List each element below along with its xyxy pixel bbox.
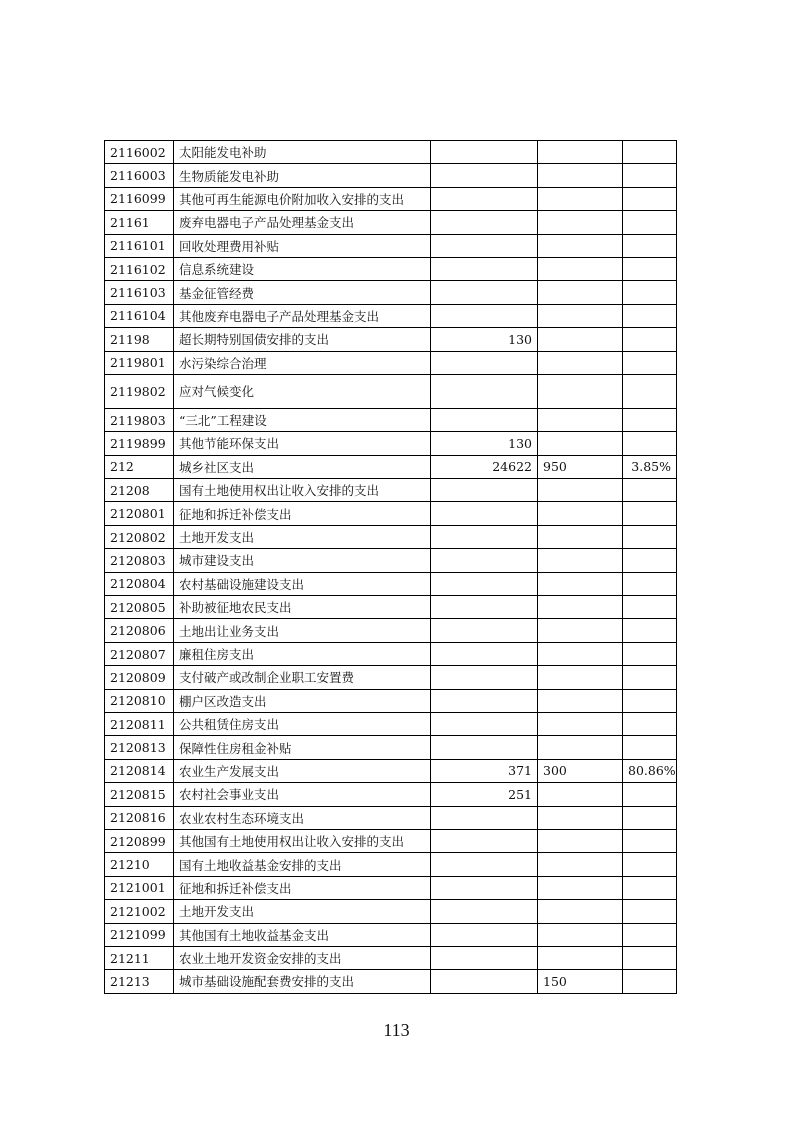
amount-cell-2 — [538, 549, 623, 572]
amount-cell — [431, 806, 538, 829]
account-name-cell: 国有土地收益基金安排的支出 — [174, 853, 431, 876]
table-row — [105, 619, 677, 642]
table-row — [105, 351, 677, 374]
account-name-cell: “三北”工程建设 — [174, 408, 431, 431]
account-code-cell: 21198 — [105, 328, 174, 351]
account-code-cell: 2120814 — [105, 759, 174, 782]
percent-cell — [623, 876, 677, 899]
account-name-cell: 农业农村生态环境支出 — [174, 806, 431, 829]
amount-cell-2 — [538, 572, 623, 595]
amount-cell-2 — [538, 829, 623, 852]
table-row — [105, 596, 677, 619]
amount-cell-2 — [538, 141, 623, 164]
account-name-cell: 支付破产或改制企业职工安置费 — [174, 666, 431, 689]
table-row — [105, 304, 677, 327]
account-name-cell: 土地开发支出 — [174, 525, 431, 548]
amount-cell-2 — [538, 736, 623, 759]
account-name-cell: 棚户区改造支出 — [174, 689, 431, 712]
percent-cell — [623, 666, 677, 689]
amount-cell — [431, 211, 538, 234]
budget-table — [104, 140, 677, 994]
amount-cell — [431, 619, 538, 642]
account-name-cell: 信息系统建设 — [174, 257, 431, 280]
amount-cell-2 — [538, 234, 623, 257]
amount-cell-2 — [538, 596, 623, 619]
table-row — [105, 666, 677, 689]
percent-cell — [623, 783, 677, 806]
table-row — [105, 141, 677, 164]
percent-cell — [623, 689, 677, 712]
table-row — [105, 806, 677, 829]
account-code-cell: 2120804 — [105, 572, 174, 595]
percent-cell — [623, 549, 677, 572]
account-name-cell: 其他国有土地使用权出让收入安排的支出 — [174, 829, 431, 852]
account-code-cell: 2119801 — [105, 351, 174, 374]
amount-cell-2 — [538, 853, 623, 876]
table-row — [105, 234, 677, 257]
account-code-cell: 2120815 — [105, 783, 174, 806]
account-name-cell: 其他节能环保支出 — [174, 432, 431, 455]
amount-cell-2 — [538, 806, 623, 829]
account-name-cell: 征地和拆迁补偿支出 — [174, 876, 431, 899]
account-code-cell: 2120899 — [105, 829, 174, 852]
percent-cell — [623, 408, 677, 431]
account-code-cell: 2120811 — [105, 712, 174, 735]
percent-cell — [623, 923, 677, 946]
amount-cell-2 — [538, 783, 623, 806]
account-name-cell: 补助被征地农民支出 — [174, 596, 431, 619]
percent-cell — [623, 211, 677, 234]
table-row — [105, 712, 677, 735]
amount-cell — [431, 900, 538, 923]
table-row — [105, 759, 677, 782]
percent-cell — [623, 281, 677, 304]
account-name-cell: 国有土地使用权出让收入安排的支出 — [174, 479, 431, 502]
account-code-cell: 2121002 — [105, 900, 174, 923]
account-name-cell: 水污染综合治理 — [174, 351, 431, 374]
account-code-cell: 2116002 — [105, 141, 174, 164]
percent-cell — [623, 712, 677, 735]
amount-cell — [431, 164, 538, 187]
account-code-cell: 2119899 — [105, 432, 174, 455]
account-code-cell: 2116104 — [105, 304, 174, 327]
percent-cell — [623, 596, 677, 619]
account-code-cell: 21208 — [105, 479, 174, 502]
percent-cell — [623, 479, 677, 502]
table-row — [105, 374, 677, 408]
percent-cell — [623, 141, 677, 164]
percent-cell — [623, 502, 677, 525]
account-code-cell: 2120807 — [105, 642, 174, 665]
percent-cell — [623, 970, 677, 993]
account-name-cell: 太阳能发电补助 — [174, 141, 431, 164]
amount-cell — [431, 257, 538, 280]
budget-table-body — [105, 141, 677, 994]
amount-cell: 24622 — [431, 455, 538, 478]
account-name-cell: 廉租住房支出 — [174, 642, 431, 665]
account-name-cell: 农村社会事业支出 — [174, 783, 431, 806]
amount-cell-2 — [538, 432, 623, 455]
amount-cell — [431, 549, 538, 572]
amount-cell-2 — [538, 946, 623, 969]
percent-cell: 80.86% — [623, 759, 677, 782]
percent-cell — [623, 853, 677, 876]
account-name-cell: 应对气候变化 — [174, 374, 431, 408]
amount-cell-2 — [538, 164, 623, 187]
account-name-cell: 其他国有土地收益基金支出 — [174, 923, 431, 946]
account-code-cell: 2116103 — [105, 281, 174, 304]
account-name-cell: 废弃电器电子产品处理基金支出 — [174, 211, 431, 234]
amount-cell-2 — [538, 525, 623, 548]
account-code-cell: 21210 — [105, 853, 174, 876]
amount-cell-2 — [538, 304, 623, 327]
account-code-cell: 2116101 — [105, 234, 174, 257]
account-name-cell: 超长期特别国债安排的支出 — [174, 328, 431, 351]
amount-cell-2 — [538, 619, 623, 642]
account-code-cell: 2116003 — [105, 164, 174, 187]
percent-cell — [623, 829, 677, 852]
account-code-cell: 2119802 — [105, 374, 174, 408]
amount-cell-2 — [538, 351, 623, 374]
amount-cell — [431, 479, 538, 502]
account-name-cell: 其他可再生能源电价附加收入安排的支出 — [174, 187, 431, 210]
amount-cell — [431, 351, 538, 374]
amount-cell — [431, 689, 538, 712]
amount-cell — [431, 374, 538, 408]
amount-cell — [431, 141, 538, 164]
amount-cell-2 — [538, 876, 623, 899]
account-code-cell: 212 — [105, 455, 174, 478]
amount-cell-2: 150 — [538, 970, 623, 993]
amount-cell — [431, 853, 538, 876]
account-name-cell: 公共租赁住房支出 — [174, 712, 431, 735]
amount-cell — [431, 304, 538, 327]
amount-cell-2 — [538, 900, 623, 923]
amount-cell — [431, 502, 538, 525]
percent-cell — [623, 525, 677, 548]
account-code-cell: 2120806 — [105, 619, 174, 642]
table-row — [105, 328, 677, 351]
amount-cell-2 — [538, 689, 623, 712]
percent-cell — [623, 351, 677, 374]
amount-cell — [431, 970, 538, 993]
amount-cell-2 — [538, 211, 623, 234]
account-code-cell: 2116099 — [105, 187, 174, 210]
percent-cell — [623, 187, 677, 210]
table-row — [105, 689, 677, 712]
account-name-cell: 其他废弃电器电子产品处理基金支出 — [174, 304, 431, 327]
amount-cell — [431, 923, 538, 946]
account-code-cell: 2121099 — [105, 923, 174, 946]
percent-cell — [623, 619, 677, 642]
amount-cell-2 — [538, 328, 623, 351]
account-code-cell: 2120803 — [105, 549, 174, 572]
account-name-cell: 土地出让业务支出 — [174, 619, 431, 642]
table-row — [105, 525, 677, 548]
amount-cell-2 — [538, 666, 623, 689]
table-row — [105, 946, 677, 969]
amount-cell-2 — [538, 374, 623, 408]
table-row — [105, 829, 677, 852]
amount-cell — [431, 572, 538, 595]
amount-cell — [431, 281, 538, 304]
amount-cell — [431, 666, 538, 689]
amount-cell-2 — [538, 187, 623, 210]
amount-cell: 371 — [431, 759, 538, 782]
percent-cell — [623, 736, 677, 759]
percent-cell — [623, 374, 677, 408]
amount-cell-2 — [538, 642, 623, 665]
percent-cell — [623, 257, 677, 280]
percent-cell — [623, 164, 677, 187]
table-row — [105, 502, 677, 525]
amount-cell-2 — [538, 257, 623, 280]
table-row — [105, 281, 677, 304]
account-code-cell: 21161 — [105, 211, 174, 234]
percent-cell — [623, 806, 677, 829]
account-name-cell: 城市建设支出 — [174, 549, 431, 572]
amount-cell: 130 — [431, 432, 538, 455]
amount-cell — [431, 876, 538, 899]
account-name-cell: 农业土地开发资金安排的支出 — [174, 946, 431, 969]
table-row — [105, 923, 677, 946]
table-row — [105, 479, 677, 502]
amount-cell-2: 950 — [538, 455, 623, 478]
percent-cell — [623, 304, 677, 327]
amount-cell: 251 — [431, 783, 538, 806]
table-row — [105, 455, 677, 478]
account-code-cell: 21213 — [105, 970, 174, 993]
account-code-cell: 2120813 — [105, 736, 174, 759]
account-code-cell: 2120809 — [105, 666, 174, 689]
amount-cell-2 — [538, 281, 623, 304]
account-name-cell: 农业生产发展支出 — [174, 759, 431, 782]
account-code-cell: 2120801 — [105, 502, 174, 525]
account-code-cell: 2120805 — [105, 596, 174, 619]
table-row — [105, 408, 677, 431]
percent-cell — [623, 642, 677, 665]
account-name-cell: 征地和拆迁补偿支出 — [174, 502, 431, 525]
table-row — [105, 642, 677, 665]
table-row — [105, 572, 677, 595]
account-code-cell: 21211 — [105, 946, 174, 969]
table-row — [105, 432, 677, 455]
account-code-cell: 2120816 — [105, 806, 174, 829]
account-name-cell: 城市基础设施配套费安排的支出 — [174, 970, 431, 993]
amount-cell — [431, 946, 538, 969]
amount-cell — [431, 712, 538, 735]
table-row — [105, 257, 677, 280]
percent-cell — [623, 234, 677, 257]
amount-cell — [431, 408, 538, 431]
percent-cell — [623, 572, 677, 595]
percent-cell — [623, 328, 677, 351]
amount-cell — [431, 234, 538, 257]
amount-cell — [431, 829, 538, 852]
table-row — [105, 187, 677, 210]
table-row — [105, 211, 677, 234]
account-code-cell: 2120810 — [105, 689, 174, 712]
amount-cell — [431, 187, 538, 210]
table-row — [105, 549, 677, 572]
account-code-cell: 2116102 — [105, 257, 174, 280]
account-name-cell: 回收处理费用补贴 — [174, 234, 431, 257]
amount-cell: 130 — [431, 328, 538, 351]
account-name-cell: 基金征管经费 — [174, 281, 431, 304]
amount-cell — [431, 736, 538, 759]
table-row — [105, 783, 677, 806]
percent-cell: 3.85% — [623, 455, 677, 478]
amount-cell — [431, 525, 538, 548]
table-row — [105, 900, 677, 923]
amount-cell-2 — [538, 712, 623, 735]
amount-cell — [431, 596, 538, 619]
page-number: 113 — [383, 1020, 410, 1040]
percent-cell — [623, 946, 677, 969]
table-row — [105, 970, 677, 993]
percent-cell — [623, 900, 677, 923]
amount-cell-2 — [538, 502, 623, 525]
table-row — [105, 876, 677, 899]
percent-cell — [623, 432, 677, 455]
account-name-cell: 农村基础设施建设支出 — [174, 572, 431, 595]
account-name-cell: 生物质能发电补助 — [174, 164, 431, 187]
table-row — [105, 736, 677, 759]
account-code-cell: 2119803 — [105, 408, 174, 431]
account-name-cell: 土地开发支出 — [174, 900, 431, 923]
amount-cell-2 — [538, 408, 623, 431]
account-name-cell: 保障性住房租金补贴 — [174, 736, 431, 759]
amount-cell-2: 300 — [538, 759, 623, 782]
amount-cell-2 — [538, 923, 623, 946]
amount-cell-2 — [538, 479, 623, 502]
table-row — [105, 853, 677, 876]
account-code-cell: 2121001 — [105, 876, 174, 899]
account-name-cell: 城乡社区支出 — [174, 455, 431, 478]
table-row — [105, 164, 677, 187]
amount-cell — [431, 642, 538, 665]
account-code-cell: 2120802 — [105, 525, 174, 548]
